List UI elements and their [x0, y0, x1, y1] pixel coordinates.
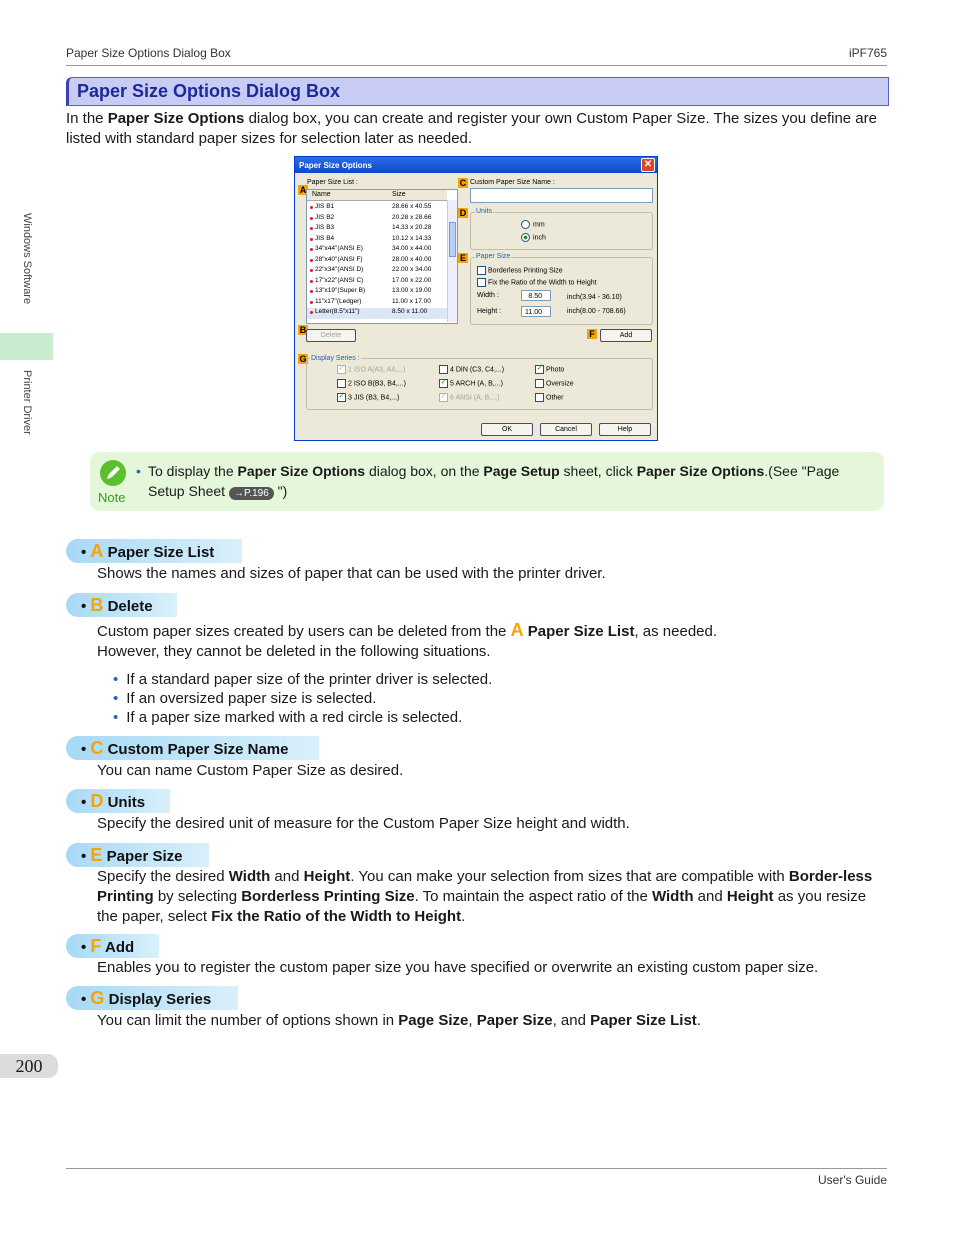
- row-name: JIS B3: [315, 224, 335, 231]
- header-divider: [66, 65, 887, 66]
- section-title: Paper Size Options Dialog Box: [77, 81, 341, 101]
- list-item: • If a paper size marked with a red circle is selected.: [113, 708, 492, 727]
- table-row[interactable]: [307, 298, 447, 309]
- height-range: inch(8.00 - 708.66): [567, 308, 626, 315]
- item-f-text: Enables you to register the custom paper size you have specified or overwrite an existing custom paper size.: [97, 959, 819, 976]
- callout-b: B: [299, 325, 307, 335]
- item-d-heading: • D Units: [66, 789, 170, 813]
- row-size: 22.00 x 34.00: [392, 266, 432, 273]
- checkbox-icon: [337, 379, 346, 388]
- red-circle-icon: [310, 290, 313, 293]
- checkbox-icon: [439, 365, 448, 374]
- pencil-icon: [100, 460, 126, 486]
- row-name: JIS B2: [315, 213, 335, 221]
- custom-name-input[interactable]: [470, 188, 653, 203]
- series-label: 1 ISO A(A3, A4,...): [348, 366, 406, 374]
- checkbox-icon: [535, 379, 544, 388]
- row-size: 10.12 x 14.33: [392, 234, 432, 242]
- borderless-checkbox[interactable]: Borderless Printing Size: [477, 266, 563, 275]
- series-label: 5 ARCH (A, B,...): [450, 380, 503, 388]
- row-name: 28"x40"(ANSI F): [315, 255, 363, 263]
- checkmark-icon: ✓: [536, 365, 543, 372]
- page-reference-link[interactable]: →P.196: [229, 487, 274, 500]
- row-name: 34"x44"(ANSI E): [315, 245, 363, 252]
- item-b-heading: • B Delete: [66, 593, 177, 617]
- series-checkbox[interactable]: [439, 393, 499, 402]
- item-e-text: Specify the desired Width and Height. You can make your selection from sizes that are compatible with Border-less Printing by selecting Borderless Printing Size. To maintain the aspect ratio of the Width and Height as you resize the paper, select Fix the Ratio of the Width to Height.: [97, 868, 873, 925]
- series-label: Photo: [546, 366, 565, 374]
- row-name: 17"x22"(ANSI C): [315, 276, 364, 284]
- table-row[interactable]: [307, 245, 447, 256]
- row-size: 14.33 x 20.28: [392, 224, 432, 231]
- dialog-title: Paper Size Options: [299, 161, 372, 170]
- item-a-text: Shows the names and sizes of paper that can be used with the printer driver.: [97, 565, 606, 582]
- red-circle-icon: [310, 238, 313, 241]
- side-label-windows-software: Windows Software: [21, 213, 33, 305]
- display-series-label: Display Series :: [311, 355, 360, 362]
- row-name: JIS B1: [315, 203, 335, 210]
- series-label: 2 ISO B(B3, B4,...): [348, 380, 406, 388]
- item-g-heading: • G Display Series: [66, 986, 238, 1010]
- red-circle-icon: [310, 217, 313, 220]
- item-e-heading: • E Paper Size: [66, 843, 209, 867]
- note-label: Note: [98, 490, 126, 505]
- cancel-button[interactable]: Cancel: [540, 423, 592, 436]
- help-button[interactable]: Help: [599, 423, 651, 436]
- callout-a: A: [299, 185, 307, 195]
- checkmark-icon: ✓: [440, 393, 447, 400]
- close-icon[interactable]: ✕: [641, 158, 655, 172]
- table-row[interactable]: [307, 266, 447, 277]
- callout-d: D: [459, 208, 467, 218]
- series-label: 3 JIS (B3, B4,...): [348, 394, 400, 402]
- callout-c: C: [459, 178, 467, 188]
- list-item: • If an oversized paper size is selected.: [113, 689, 492, 708]
- row-size: 34.00 x 44.00: [392, 245, 432, 252]
- row-name: JIS B4: [315, 234, 335, 242]
- row-size: 8.50 x 11.00: [392, 308, 428, 315]
- item-b-text-2: However, they cannot be deleted in the following situations.: [97, 643, 491, 660]
- side-tab-marker: [0, 333, 53, 360]
- item-a-heading: • A Paper Size List: [66, 539, 242, 563]
- item-c-heading: • C Custom Paper Size Name: [66, 736, 319, 760]
- width-input[interactable]: 8.50: [521, 290, 551, 301]
- footer-divider: [66, 1168, 887, 1169]
- paper-size-options-dialog: [294, 156, 658, 441]
- table-row[interactable]: [307, 277, 447, 288]
- red-circle-icon: [310, 280, 313, 283]
- row-name: 22"x34"(ANSI D): [315, 266, 364, 273]
- column-size[interactable]: Size: [392, 191, 406, 198]
- checkbox-icon: [535, 393, 544, 402]
- series-checkbox[interactable]: [337, 379, 406, 388]
- running-header-model: iPF765: [848, 46, 887, 60]
- red-circle-icon: [310, 227, 313, 230]
- row-name: 13"x19"(Super B): [315, 287, 366, 294]
- width-label: Width :: [477, 292, 499, 299]
- delete-restrictions-list: [113, 670, 492, 727]
- red-circle-icon: [310, 206, 313, 209]
- item-d-text: Specify the desired unit of measure for the Custom Paper Size height and width.: [97, 815, 630, 832]
- series-checkbox[interactable]: [535, 393, 564, 402]
- add-button[interactable]: Add: [600, 329, 652, 342]
- side-label-printer-driver: Printer Driver: [21, 370, 33, 435]
- callout-e: E: [459, 253, 466, 263]
- red-circle-icon: [310, 248, 313, 251]
- height-input[interactable]: 11.00: [521, 306, 551, 317]
- row-name: 11"x17"(Ledger): [315, 297, 362, 305]
- row-name: Letter(8.5"x11"): [315, 308, 360, 315]
- ok-button[interactable]: OK: [481, 423, 533, 436]
- row-size: 11.00 x 17.00: [392, 297, 431, 305]
- height-label: Height :: [477, 308, 502, 315]
- list-scrollbar[interactable]: [447, 200, 457, 322]
- paper-size-list-label: Paper Size List :: [307, 179, 358, 186]
- red-circle-icon: [310, 311, 313, 314]
- series-label: Other: [546, 394, 564, 402]
- table-row[interactable]: [307, 287, 447, 298]
- table-row[interactable]: [307, 224, 447, 235]
- checkmark-icon: ✓: [338, 365, 345, 372]
- paper-size-list[interactable]: [306, 189, 458, 324]
- page-number: 200: [0, 1054, 58, 1078]
- table-row[interactable]: [307, 214, 447, 225]
- red-circle-icon: [310, 301, 313, 304]
- row-size: 28.66 x 40.55: [392, 203, 432, 210]
- checkmark-icon: ✓: [338, 393, 345, 400]
- series-checkbox[interactable]: [337, 365, 405, 374]
- fix-ratio-checkbox[interactable]: Fix the Ratio of the Width to Height: [477, 278, 597, 287]
- column-name[interactable]: Name: [312, 191, 331, 198]
- scrollbar-thumb[interactable]: [449, 222, 456, 257]
- table-row[interactable]: [307, 308, 447, 319]
- series-checkbox[interactable]: [439, 379, 503, 388]
- width-range: inch(3.94 - 36.10): [567, 294, 622, 301]
- units-label: Units: [476, 208, 492, 215]
- paper-size-group-label: Paper Size: [476, 253, 511, 260]
- running-header-title: Paper Size Options Dialog Box: [66, 46, 231, 60]
- red-circle-icon: [310, 259, 313, 262]
- callout-g: G: [299, 354, 307, 364]
- note-text: • To display the Paper Size Options dialog box, on the Page Setup sheet, click Paper Size Options.(See "Page Setup Sheet →P.196 "): [136, 463, 840, 499]
- series-label: 4 DIN (C3, C4,...): [450, 366, 505, 374]
- unit-inch-option[interactable]: inch: [521, 233, 546, 242]
- dialog-title-bar: [295, 157, 657, 173]
- delete-button[interactable]: Delete: [306, 329, 356, 342]
- series-label: Oversize: [546, 380, 574, 388]
- row-size: 17.00 x 22.00: [392, 276, 432, 284]
- callout-f: F: [587, 329, 597, 339]
- units-group: [470, 212, 653, 250]
- unit-mm-option[interactable]: mm: [521, 220, 545, 229]
- series-checkbox[interactable]: [535, 365, 564, 374]
- series-checkbox[interactable]: [337, 393, 399, 402]
- custom-name-label: Custom Paper Size Name :: [470, 179, 555, 186]
- item-f-heading: • F Add: [66, 934, 159, 958]
- intro-paragraph: In the Paper Size Options dialog box, you can create and register your own Custom Paper Size. The sizes you define are listed with standard paper sizes for selection later as needed.: [66, 110, 877, 147]
- list-item: • If a standard paper size of the printer driver is selected.: [113, 670, 492, 689]
- row-size: 20.28 x 28.66: [392, 213, 432, 221]
- item-c-text: You can name Custom Paper Size as desired.: [97, 762, 404, 779]
- table-row[interactable]: [307, 203, 447, 214]
- row-size: 28.00 x 40.00: [392, 255, 432, 263]
- table-row[interactable]: [307, 256, 447, 267]
- checkmark-icon: ✓: [440, 379, 447, 386]
- series-checkbox[interactable]: [439, 365, 504, 374]
- item-b-text: Custom paper sizes created by users can be deleted from the A Paper Size List, as needed.: [97, 620, 718, 640]
- table-row[interactable]: [307, 235, 447, 246]
- series-label: 6 ANSI (A, B,...): [450, 394, 500, 402]
- footer-title: User's Guide: [818, 1173, 887, 1187]
- item-g-text: You can limit the number of options shown in Page Size, Paper Size, and Paper Size List.: [97, 1012, 701, 1029]
- row-size: 13.00 x 19.00: [392, 287, 432, 294]
- red-circle-icon: [310, 269, 313, 272]
- series-checkbox[interactable]: [535, 379, 574, 388]
